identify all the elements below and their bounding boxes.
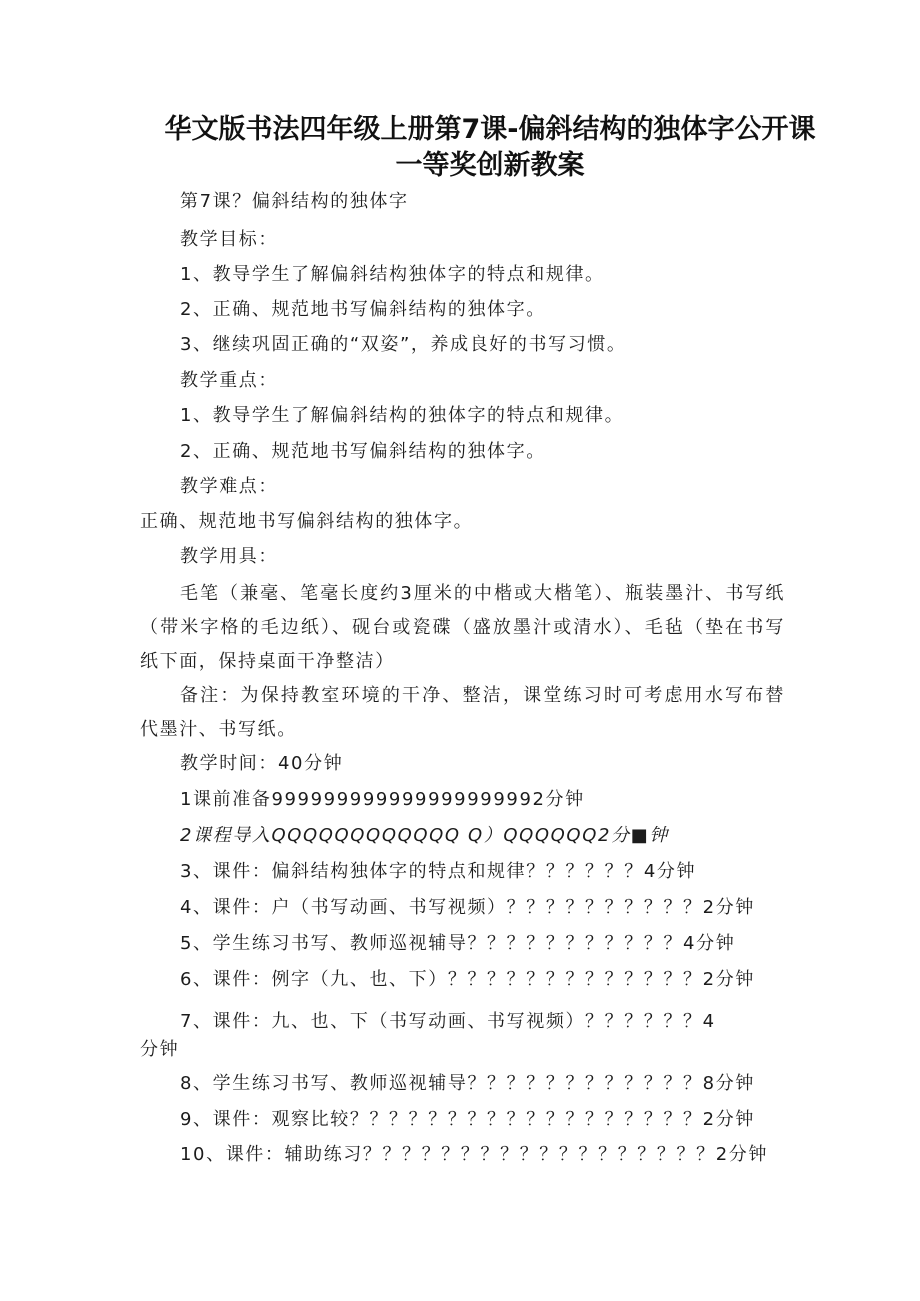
difficulty-text: 正确、规范地书写偏斜结构的独体字。	[140, 511, 474, 532]
schedule-item: 3、课件：偏斜结构独体字的特点和规律？？？？？？4分钟	[180, 861, 697, 882]
schedule-item: 5、学生练习书写、教师巡视辅导？？？？？？？？？？？4分钟	[180, 933, 736, 954]
schedule-item: 6、课件：例字（九、也、下）？？？？？？？？？？？？？2分钟	[180, 969, 755, 990]
tools-paragraph: 毛笔（兼毫、笔毫长度约3厘米的中楷或大楷笔）、瓶装墨汁、书写纸（带米字格的毛边纸）、砚台或瓷碟（盛放墨汁或清水）、毛毡（垫在书写纸下面，保持桌面干净整洁）	[140, 583, 785, 672]
key-points-heading: 教学重点：	[180, 370, 278, 391]
document-title-line-2: 一等奖创新教案	[395, 150, 585, 181]
schedule-item: 10、课件：辅助练习？？？？？？？？？？？？？？？？？？2分钟	[180, 1144, 768, 1165]
schedule-item: 9、课件：观察比较？？？？？？？？？？？？？？？？？？2分钟	[180, 1109, 755, 1130]
goal-item: 1、教导学生了解偏斜结构独体字的特点和规律。	[180, 264, 605, 285]
schedule-item: 2课程导入QQQQQQQQQQQQ Q）QQQQQQ2分■钟	[180, 825, 669, 846]
schedule-item-continuation: 分钟	[140, 1039, 180, 1060]
key-point-item: 1、教导学生了解偏斜结构的独体字的特点和规律。	[180, 405, 625, 426]
schedule-item: 7、课件：九、也、下（书写动画、书写视频）？？？？？？4	[180, 1011, 716, 1032]
lesson-heading: 第7课？偏斜结构的独体字	[180, 191, 409, 212]
document-title-line-1: 华文版书法四年级上册第7课-偏斜结构的独体字公开课	[164, 114, 816, 145]
key-point-item: 2、正确、规范地书写偏斜结构的独体字。	[180, 441, 546, 462]
time-heading: 教学时间：40分钟	[180, 753, 344, 774]
goal-item: 3、继续巩固正确的“双姿”，养成良好的书写习惯。	[180, 334, 627, 355]
schedule-item: 1课前准备999999999999999999992分钟	[180, 789, 585, 810]
tools-heading: 教学用具：	[180, 546, 278, 567]
note-paragraph: 备注：为保持教室环境的干净、整洁，课堂练习时可考虑用水写布替代墨汁、书写纸。	[140, 685, 785, 740]
difficulty-heading: 教学难点：	[180, 476, 278, 497]
goals-heading: 教学目标：	[180, 229, 278, 250]
goal-item: 2、正确、规范地书写偏斜结构的独体字。	[180, 299, 546, 320]
schedule-item: 4、课件：户（书写动画、书写视频）？？？？？？？？？？2分钟	[180, 897, 755, 918]
schedule-item: 8、学生练习书写、教师巡视辅导？？？？？？？？？？？？8分钟	[180, 1073, 755, 1094]
